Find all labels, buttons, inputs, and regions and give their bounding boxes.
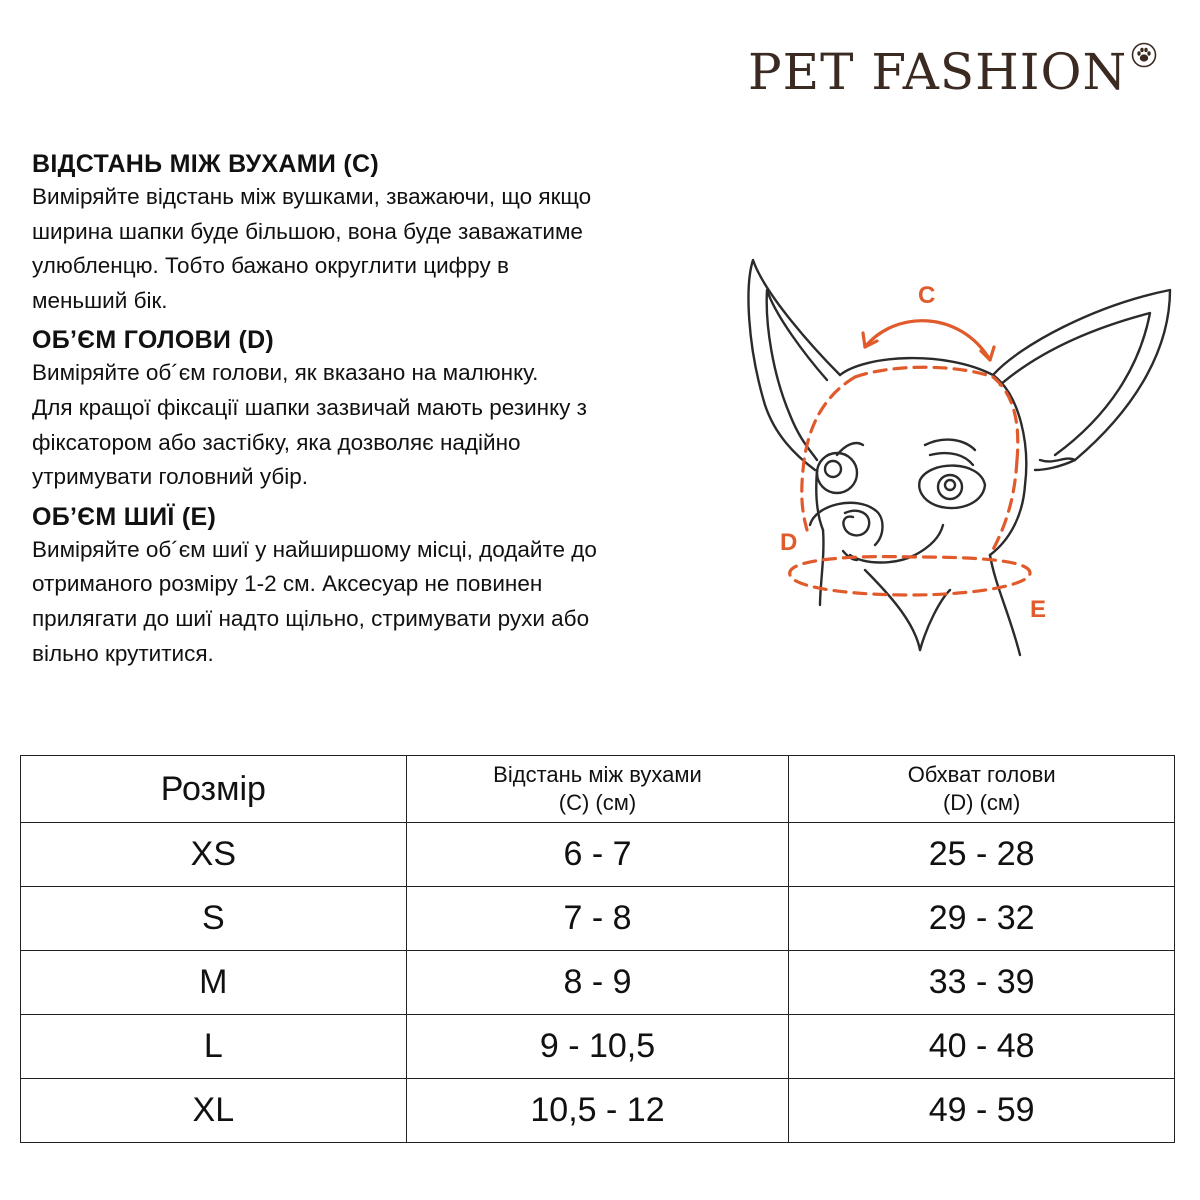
header-head (789, 756, 1175, 823)
cell-size: XL (21, 1079, 407, 1143)
cell-size: S (21, 887, 407, 951)
cell-size: XS (21, 823, 407, 887)
cell-ears: 7 - 8 (406, 887, 789, 951)
table-row (21, 1015, 1175, 1079)
cell-ears: 10,5 - 12 (406, 1079, 789, 1143)
section-head-volume (32, 324, 732, 494)
section-title: ВІДСТАНЬ МІЖ ВУХАМИ (С) (32, 150, 379, 178)
header-head-line2: (D) (см) (942, 790, 1021, 815)
header-head-line1: Обхват голови (907, 762, 1056, 787)
table-row (21, 951, 1175, 1015)
brand-logo (748, 42, 1157, 102)
cell-head: 40 - 48 (789, 1015, 1175, 1079)
header-ears (406, 756, 789, 823)
cell-head: 29 - 32 (789, 887, 1175, 951)
cell-size: M (21, 951, 407, 1015)
cell-head: 25 - 28 (789, 823, 1175, 887)
table-row (21, 887, 1175, 951)
cell-head: 33 - 39 (789, 951, 1175, 1015)
instructions (32, 148, 732, 677)
size-table (20, 755, 1175, 1143)
cell-head: 49 - 59 (789, 1079, 1175, 1143)
section-body: Виміряйте об´єм голови, як вказано на малюнку. Для кращої фіксації шапки зазвичай мають резинку з фіксатором або застібку, яка дозволяє надійно утримувати головний убір. (32, 360, 587, 490)
cell-ears: 9 - 10,5 (406, 1015, 789, 1079)
brand-name: PET FASHION (748, 43, 1128, 101)
section-ears-distance (32, 148, 732, 318)
header-ears-line2: (С) (см) (558, 790, 637, 815)
section-body: Виміряйте об´єм шиї у найширшому місці, додайте до отриманого розміру 1-2 см. Аксесуар не повинен прилягати до шиї надто щільно, стримувати рухи або вільно крутитися. (32, 536, 597, 666)
header-size: Розмір (21, 756, 407, 823)
label-e: E (1030, 596, 1047, 623)
section-title: ОБ’ЄМ ШИЇ (Е) (32, 502, 217, 531)
cell-size: L (21, 1015, 407, 1079)
table-header-row (21, 756, 1175, 823)
table-row (21, 1079, 1175, 1143)
section-neck-volume (32, 501, 732, 671)
table-row (21, 823, 1175, 887)
cell-ears: 6 - 7 (406, 823, 789, 887)
dog-measurement-illustration (745, 255, 1175, 670)
section-body: Виміряйте відстань між вушками, зважаючи, що якщо ширина шапки буде більшою, вона буде заважатиме улюбленцю. Тобто бажано округлити цифру в меньший бік. (32, 184, 592, 313)
label-d: D (780, 529, 798, 556)
section-title: ОБ’ЄМ ГОЛОВИ (D) (32, 326, 275, 355)
header-ears-line1: Відстань між вухами (493, 762, 702, 787)
cell-ears: 8 - 9 (406, 951, 789, 1015)
label-c: C (918, 282, 936, 309)
paw-registered-icon (1131, 42, 1157, 68)
